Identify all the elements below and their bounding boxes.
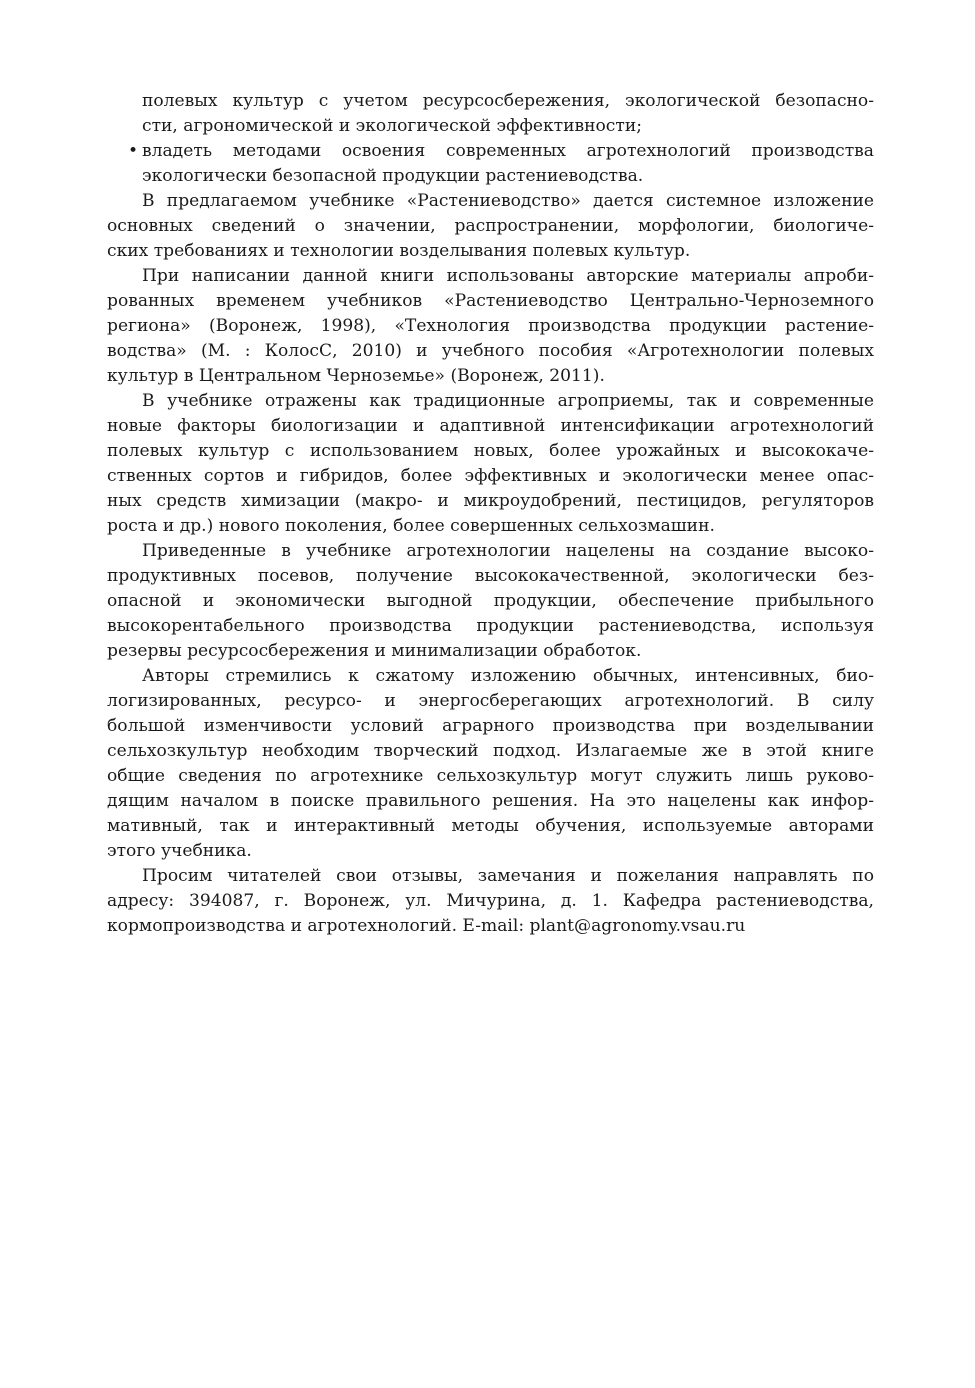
text-line: В учебнике отражены как традиционные агроприемы, так и современные — [142, 391, 874, 411]
text-line: региона» (Воронеж, 1998), «Технология производства продукции растение- — [107, 316, 874, 336]
text-line: сельхозкультур необходим творческий подход. Излагаемые же в этой книге — [107, 741, 874, 761]
text-line: Приведенные в учебнике агротехнологии нацелены на создание высоко- — [142, 541, 874, 561]
text-line: полевых культур с использованием новых, более урожайных и высококаче- — [107, 441, 874, 461]
text-line: ных средств химизации (макро- и микроудобрений, пестицидов, регуляторов — [107, 491, 874, 511]
text-line: большой изменчивости условий аграрного производства при возделывании — [107, 716, 874, 736]
text-line: адресу: 394087, г. Воронеж, ул. Мичурина, д. 1. Кафедра растениеводства, — [107, 891, 874, 911]
text-line: Авторы стремились к сжатому изложению обычных, интенсивных, био- — [142, 666, 874, 686]
bullet-marker: • — [128, 141, 139, 161]
paragraph-textbook-overview — [107, 189, 874, 264]
text-line: опасной и экономически выгодной продукции, обеспечение прибыльного — [107, 591, 874, 611]
text-line: культур в Центральном Черноземье» (Воронеж, 2011). — [107, 366, 605, 386]
text-line: основных сведений о значении, распространении, морфологии, биологиче- — [107, 216, 874, 236]
text-line: роста и др.) нового поколения, более совершенных сельхозмашин. — [107, 516, 715, 536]
text-line: дящим началом в поиске правильного решения. На это нацелены как инфор- — [107, 791, 874, 811]
text-line: В предлагаемом учебнике «Растениеводство» дается системное изложение — [142, 191, 874, 211]
text-line: логизированных, ресурсо- и энергосберегающих агротехнологий. В силу — [107, 691, 874, 711]
text-line: полевых культур с учетом ресурсосбережения, экологической безопасно- — [142, 91, 874, 111]
bullet-text: владеть методами освоения современных агротехнологий производства — [142, 141, 874, 161]
text-line: водства» (М. : КолосС, 2010) и учебного пособия «Агротехнологии полевых — [107, 341, 874, 361]
text-line: этого учебника. — [107, 841, 252, 861]
text-line: мативный, так и интерактивный методы обучения, используемые авторами — [107, 816, 874, 836]
text-line: продуктивных посевов, получение высококачественной, экологически без- — [107, 566, 874, 586]
paragraph-goals — [107, 539, 874, 664]
paragraph-agrotechniques — [107, 389, 874, 539]
paragraph-contact — [107, 864, 874, 939]
text-line: рованных временем учебников «Растениеводство Центрально-Черноземного — [107, 291, 874, 311]
paragraph-sources — [107, 264, 874, 389]
text-line: новые факторы биологизации и адаптивной интенсификации агротехнологий — [107, 416, 874, 436]
text-line: При написании данной книги использованы авторские материалы апроби- — [142, 266, 874, 286]
text-line: ских требованиях и технологии возделывания полевых культур. — [107, 241, 691, 261]
text-line: высокорентабельного производства продукции растениеводства, используя — [107, 616, 874, 636]
contact-email-line: кормопроизводства и агротехнологий. E-mail: plant@agronomy.vsau.ru — [107, 916, 746, 936]
page-body — [107, 89, 874, 939]
text-line — [107, 139, 874, 164]
text-line: ственных сортов и гибридов, более эффективных и экологически менее опас- — [107, 466, 874, 486]
text-line: общие сведения по агротехнике сельхозкультур могут служить лишь руково- — [107, 766, 874, 786]
text-line: резервы ресурсосбережения и минимализации обработок. — [107, 641, 642, 661]
text-line: сти, агрономической и экологической эффективности; — [142, 116, 642, 136]
bullet-item — [107, 139, 874, 189]
text-line: Просим читателей свои отзывы, замечания и пожелания направлять по — [142, 866, 874, 886]
text-line: экологически безопасной продукции растениеводства. — [142, 166, 644, 186]
continuation-text — [107, 89, 874, 139]
paragraph-authors-approach — [107, 664, 874, 864]
